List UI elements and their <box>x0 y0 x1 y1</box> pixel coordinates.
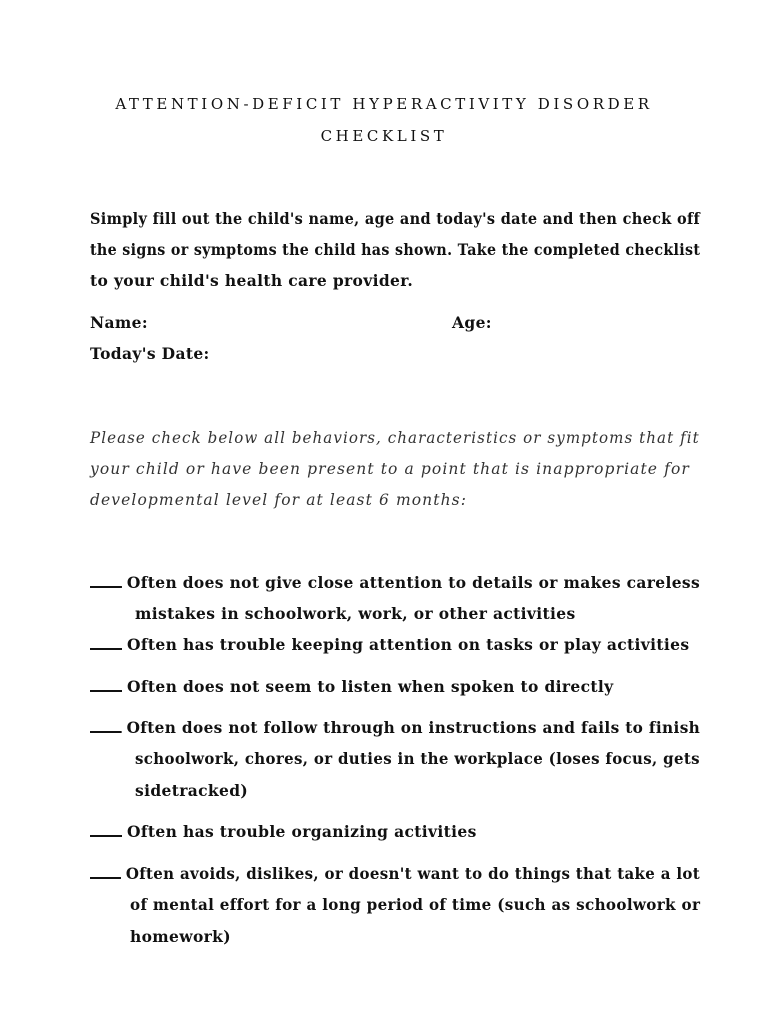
checklist-item-text: Often does not seem to listen when spoken to directly <box>127 677 614 696</box>
title-line-1: ATTENTION-DEFICIT HYPERACTIVITY DISORDER <box>115 95 653 113</box>
checklist-item-6-cont-2: homework) <box>130 927 231 946</box>
checklist-item-4-cont-2: sidetracked) <box>135 781 249 800</box>
check-blank[interactable] <box>90 636 122 650</box>
checklist-item-1 <box>90 573 700 593</box>
instructions-line-3: developmental level for at least 6 months: <box>90 491 468 509</box>
checklist-item-5 <box>90 822 477 842</box>
check-blank[interactable] <box>90 574 122 588</box>
intro-line-1: Simply fill out the child's name, age and today's date and then check off <box>90 209 701 228</box>
name-field-label: Name: <box>90 313 148 332</box>
age-field-label: Age: <box>452 313 492 332</box>
check-blank[interactable] <box>90 865 121 879</box>
title-line-2: CHECKLIST <box>320 127 448 145</box>
intro-line-2: the signs or symptoms the child has shown. Take the completed checklist <box>90 240 701 259</box>
checklist-item-1-cont-1: mistakes in schoolwork, work, or other activities <box>135 604 576 623</box>
checklist-item-text: Often has trouble organizing activities <box>127 822 477 841</box>
date-field-label: Today's Date: <box>90 344 210 363</box>
checklist-item-text: Often does not give close attention to details or makes careless <box>126 573 701 592</box>
check-blank[interactable] <box>90 823 122 837</box>
checklist-item-3 <box>90 677 614 697</box>
checklist-item-4 <box>90 718 700 738</box>
checklist-item-text: Often does not follow through on instructions and fails to finish <box>126 718 701 737</box>
checklist-item-6 <box>90 864 700 884</box>
intro-line-3: to your child's health care provider. <box>90 271 414 290</box>
checklist-item-4-cont-1: schoolwork, chores, or duties in the workplace (loses focus, gets <box>135 749 700 768</box>
instructions-line-1: Please check below all behaviors, characteristics or symptoms that fit <box>90 429 700 447</box>
checklist-item-text: Often has trouble keeping attention on tasks or play activities <box>127 635 690 654</box>
check-blank[interactable] <box>90 719 122 733</box>
check-blank[interactable] <box>90 678 122 692</box>
checklist-item-text: Often avoids, dislikes, or doesn't want to do things that take a lot <box>125 864 700 883</box>
checklist-item-2 <box>90 635 689 655</box>
checklist-item-6-cont-1: of mental effort for a long period of time (such as schoolwork or <box>130 895 701 914</box>
instructions-line-2: your child or have been present to a point that is inappropriate for <box>90 460 690 478</box>
